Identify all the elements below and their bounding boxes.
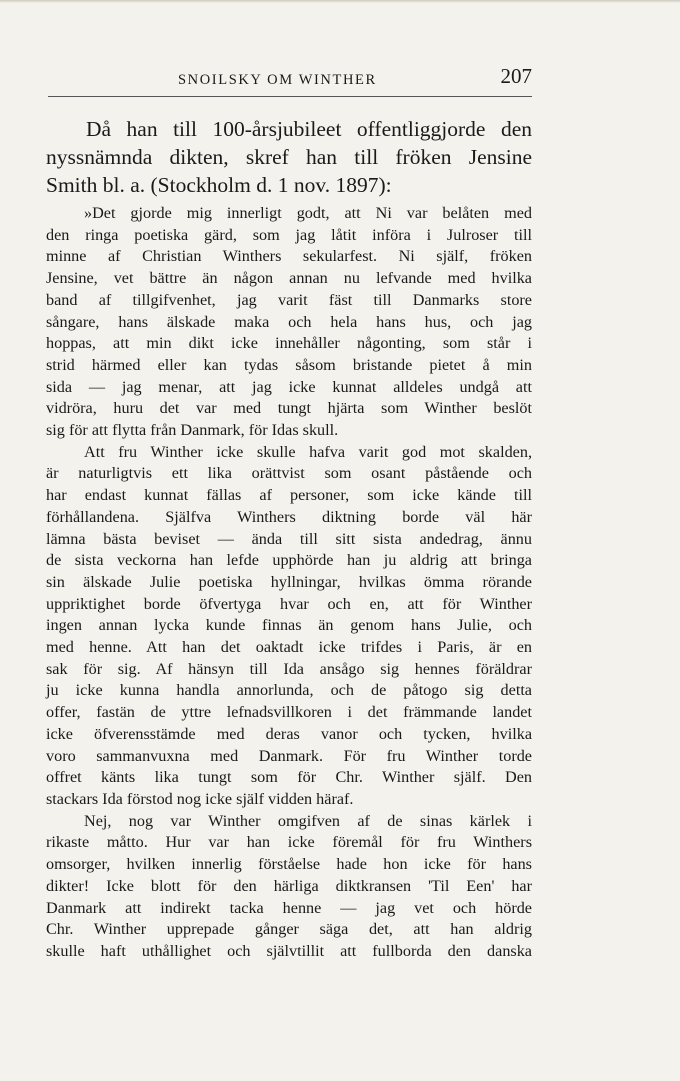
body-line: strid härmed eller kan tydas såsom bristande pietet å min [46, 355, 532, 374]
intro-line: nyssnämnda dikten, skref han till fröken Jensine [46, 145, 532, 169]
body-line: de sista veckorna han lefde upphörde han ju aldrig att bringa [46, 551, 532, 570]
page-top-edge [0, 0, 680, 3]
body-line: sak för sig. Af hänsyn till Ida ansågo sig hennes föräldrar [46, 659, 532, 678]
body-line: skulle haft uthållighet och självtillit att fullborda den danska [46, 941, 532, 960]
body-line: Att fru Winther icke skulle hafva varit god mot skalden, [84, 442, 532, 461]
page-header [48, 62, 532, 92]
letter-quote [46, 203, 532, 963]
body-line: Nej, nog var Winther omgifven af de sinas kärlek i [84, 811, 532, 830]
body-line: med henne. Att han det oaktadt icke trifdes i Paris, är en [46, 638, 532, 657]
body-line: band af tillgifvenhet, jag varit fäst till Danmarks store [46, 290, 532, 309]
body-line: sångare, hans älskade maka och hela hans hus, och jag [46, 312, 532, 331]
body-line: dikter! Icke blott för den härliga diktkransen 'Til Een' har [46, 876, 532, 895]
running-head: SNOILSKY OM WINTHER [178, 72, 377, 88]
body-line: lämna bästa beviset — ända till sitt sista andedrag, ännu [46, 529, 532, 548]
body-line: rikaste måtto. Hur var han icke föremål för fru Winthers [46, 833, 532, 852]
body-line: förhållandena. Själfva Winthers diktning borde väl här [46, 507, 532, 526]
intro-paragraph [46, 115, 532, 199]
intro-line: Smith bl. a. (Stockholm d. 1 nov. 1897): [46, 173, 392, 197]
body-line: Chr. Winther upprepade gånger säga det, att han aldrig [46, 920, 532, 939]
page-text [46, 115, 532, 963]
body-line: voro sammanvuxna med Danmark. För fru Winther torde [46, 746, 532, 765]
body-line: har endast kunnat fällas af personer, som icke kände till [46, 486, 532, 505]
body-line: sin älskade Julie poetiska hyllningar, hvilkas ömma rörande [46, 572, 532, 591]
header-rule [48, 96, 532, 97]
body-line: minne af Christian Winthers sekularfest. Ni själf, fröken [46, 247, 532, 266]
body-line: den ringa poetiska gärd, som jag låtit införa i Julroser till [46, 225, 532, 244]
page-number: 207 [500, 64, 532, 88]
intro-line: Då han till 100-årsjubileet offentliggjorde den [86, 117, 532, 141]
body-line: offer, fastän de yttre lefnadsvillkoren i det främmande landet [46, 703, 532, 722]
body-line: Danmark att indirekt tacka henne — jag vet och hörde [46, 898, 532, 917]
body-line: sida — jag menar, att jag icke kunnat alldeles undgå att [46, 377, 532, 396]
body-line: omsorger, hvilken innerlig förståelse hade hon icke för hans [46, 855, 532, 874]
body-line: uppriktighet borde öfvertyga hvar och en, att för Winther [46, 594, 532, 613]
body-line: stackars Ida förstod nog icke själf vidden häraf. [46, 789, 354, 808]
body-line: hoppas, att min dikt icke innehåller någonting, som står i [46, 334, 532, 353]
body-line: vidröra, huru det var med tungt hjärta som Winther beslöt [46, 399, 532, 418]
body-line: är naturligtvis ett lika orättvist som osant påstående och [46, 464, 532, 483]
body-line: Jensine, vet bättre än någon annan nu lefvande med hvilka [46, 269, 532, 288]
body-line: ju icke kunna handla annorlunda, och de påtogo sig detta [46, 681, 532, 700]
body-line: ingen annan lycka kunde finnas än genom hans Julie, och [46, 616, 532, 635]
body-line: icke öfverensstämde med deras vanor och tycken, hvilka [46, 724, 532, 743]
body-line: »Det gjorde mig innerligt godt, att Ni var belåten med [84, 204, 532, 222]
body-line: offret känts lika tungt som för Chr. Winther själf. Den [46, 768, 532, 787]
body-line: sig för att flytta från Danmark, för Idas skull. [46, 421, 339, 440]
